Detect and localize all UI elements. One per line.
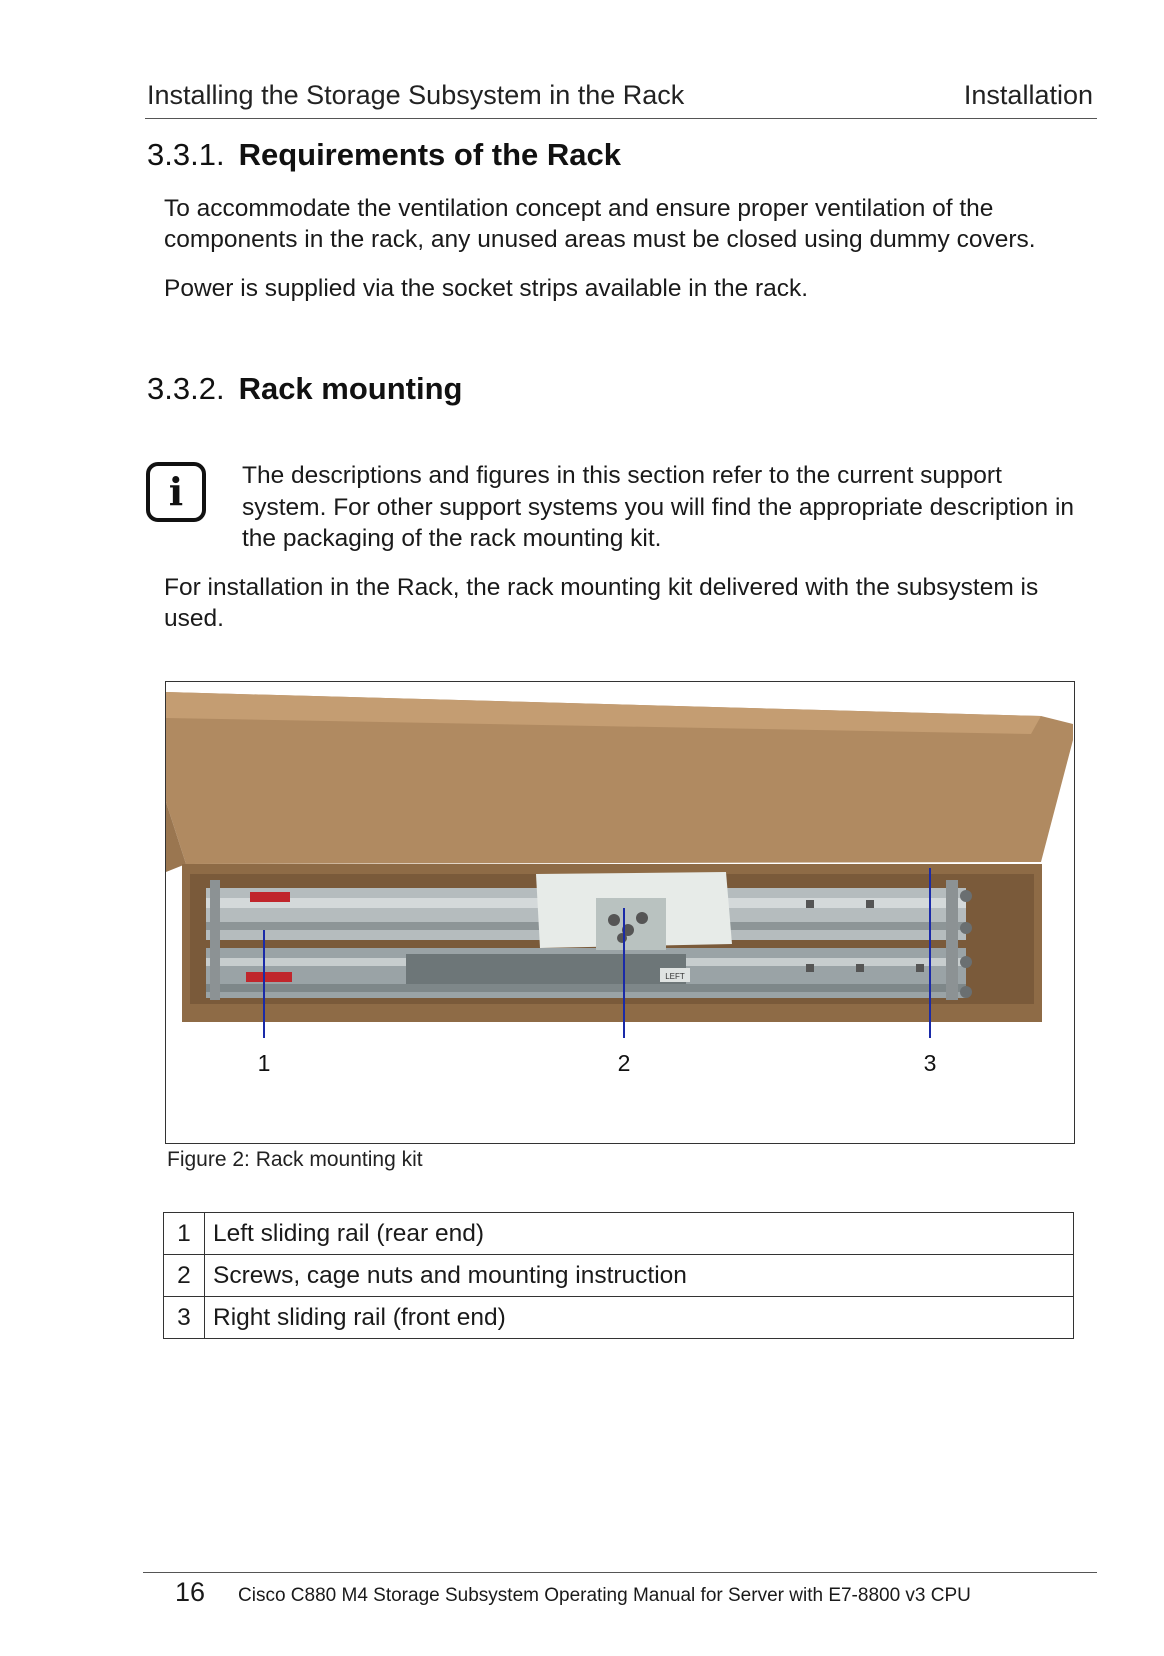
table-row (164, 1297, 1074, 1339)
info-icon: i (146, 462, 206, 522)
paragraph-ventilation: To accommodate the ventilation concept and ensure proper ventilation of the components in the rack, any unused areas must be closed using dummy covers. (164, 195, 1036, 253)
rack-kit-photo (166, 682, 1073, 1142)
figure-rack-mounting-kit (165, 681, 1075, 1144)
rail-label-text: LEFT (665, 972, 685, 981)
paragraph-installation: For installation in the Rack, the rack mounting kit delivered with the subsystem is used. (164, 574, 1039, 632)
header-section-name: Installation (963, 80, 1093, 110)
paragraph-power: Power is supplied via the socket strips available in the rack. (164, 275, 809, 302)
header-chapter-title: Installing the Storage Subsystem in the Rack (147, 80, 685, 110)
legend-description: Left sliding rail (rear end) (205, 1213, 1074, 1255)
legend-description: Right sliding rail (front end) (205, 1297, 1074, 1339)
legend-number: 1 (164, 1213, 205, 1255)
callout-3: 3 (923, 1050, 937, 1076)
legend-description: Screws, cage nuts and mounting instruction (205, 1255, 1074, 1297)
page-number: 16 (175, 1577, 206, 1607)
callout-1: 1 (257, 1050, 271, 1076)
red-latch-lower (246, 972, 292, 982)
section-number: 3.3.2. (147, 371, 225, 406)
table-row (164, 1213, 1074, 1255)
table-row (164, 1255, 1074, 1297)
section-heading-requirements (147, 137, 621, 173)
page-footer (143, 1572, 1097, 1607)
callout-2: 2 (617, 1050, 631, 1076)
section-number: 3.3.1. (147, 137, 225, 172)
figure-legend-table (163, 1212, 1074, 1339)
figure-caption: Figure 2: Rack mounting kit (167, 1148, 423, 1171)
legend-number: 2 (164, 1255, 205, 1297)
section-heading-rack-mounting (147, 371, 462, 407)
footer-document-title: Cisco C880 M4 Storage Subsystem Operating Manual for Server with E7-8800 v3 CPU (238, 1585, 971, 1606)
info-note: The descriptions and figures in this section refer to the current support system. For other support systems you will find the appropriate description in the packaging of the rack mounting kit. (242, 462, 1075, 552)
red-latch-upper (250, 892, 290, 902)
legend-number: 3 (164, 1297, 205, 1339)
section-title: Rack mounting (238, 371, 463, 406)
section-title: Requirements of the Rack (238, 137, 621, 172)
page-header (145, 78, 1097, 119)
screw-bag (596, 898, 666, 950)
